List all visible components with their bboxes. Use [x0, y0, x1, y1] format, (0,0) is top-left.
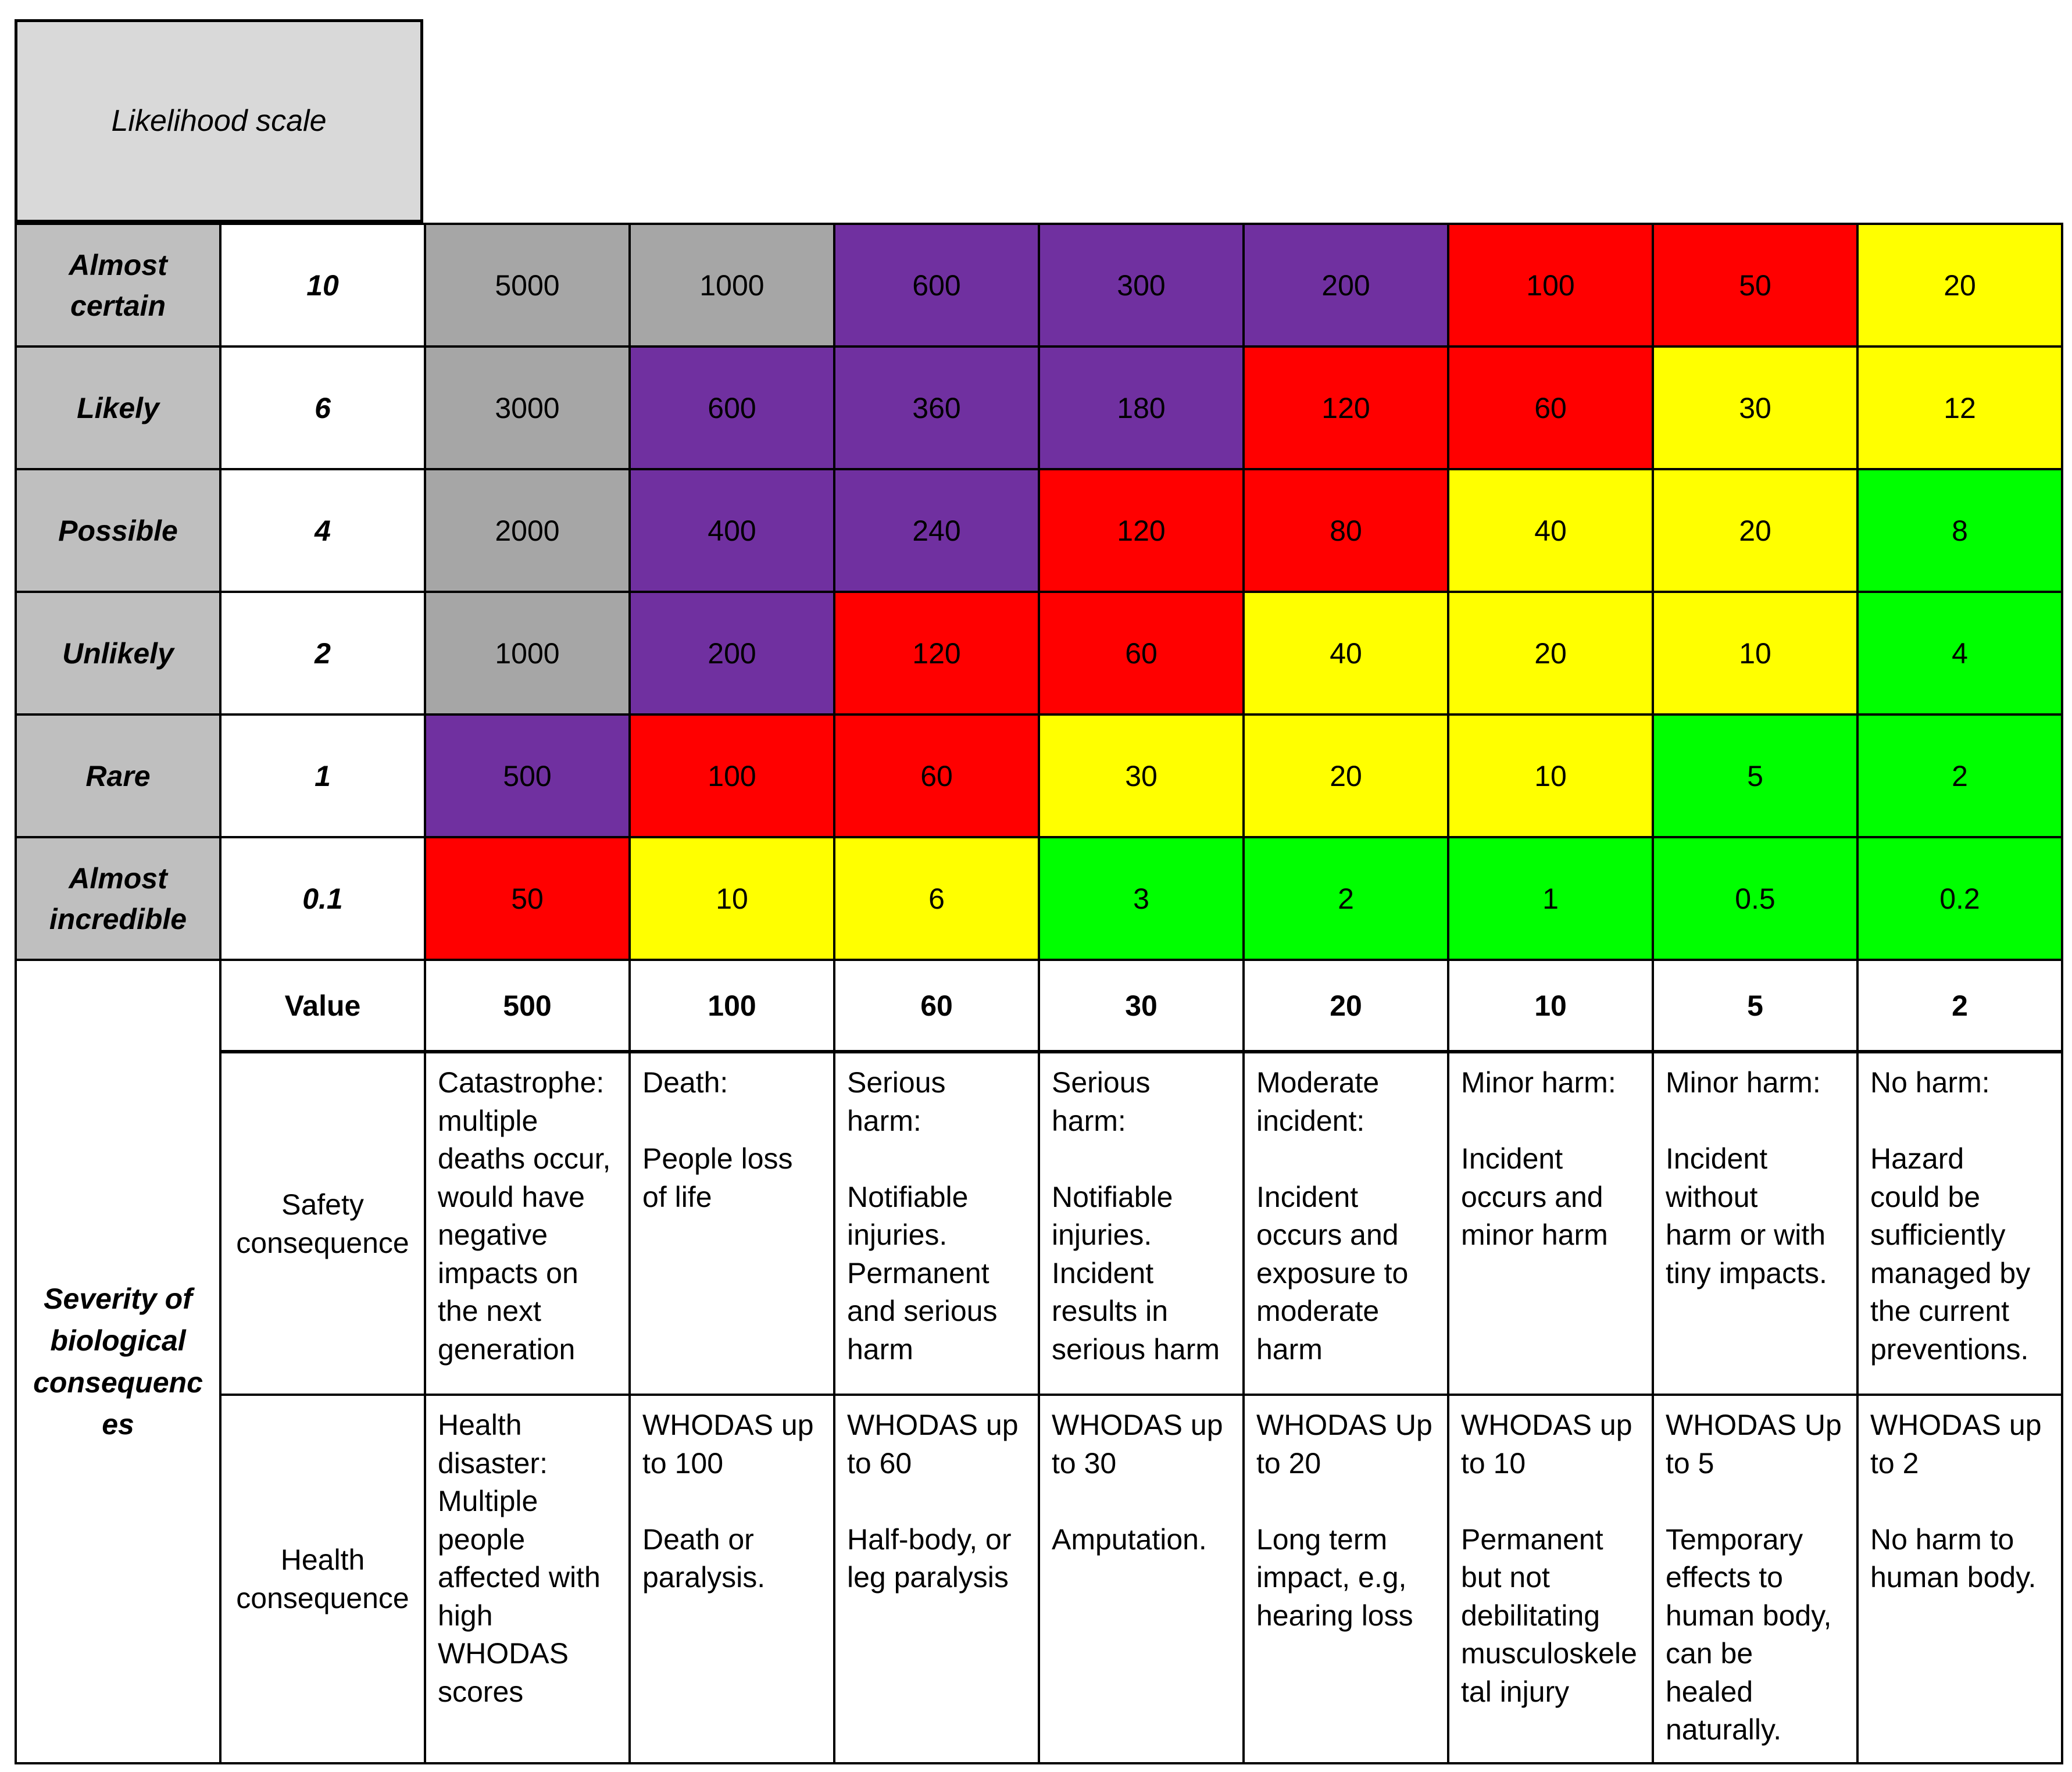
- severity-value: 10: [1448, 960, 1653, 1052]
- likelihood-label: Unlikely: [16, 592, 220, 714]
- risk-score-cell: 100: [1448, 224, 1653, 346]
- likelihood-value: 1: [220, 714, 425, 837]
- likelihood-value: 0.1: [220, 837, 425, 960]
- risk-score-cell: 40: [1244, 592, 1448, 714]
- health-consequence-label: Health consequence: [220, 1395, 425, 1763]
- health-description: WHODAS up to 100 Death or paralysis.: [630, 1395, 834, 1763]
- risk-score-cell: 3000: [425, 346, 630, 469]
- likelihood-row: [16, 837, 2062, 960]
- risk-score-cell: 240: [834, 469, 1039, 592]
- severity-value: 5: [1653, 960, 1857, 1052]
- likelihood-row: [16, 346, 2062, 469]
- health-description: WHODAS Up to 5 Temporary effects to human body, can be healed naturally.: [1653, 1395, 1857, 1763]
- likelihood-row: [16, 592, 2062, 714]
- safety-row: [16, 1052, 2062, 1395]
- likelihood-value: 10: [220, 224, 425, 346]
- risk-score-cell: 0.5: [1653, 837, 1857, 960]
- likelihood-label: Possible: [16, 469, 220, 592]
- risk-score-cell: 180: [1039, 346, 1244, 469]
- risk-score-cell: 1: [1448, 837, 1653, 960]
- risk-score-cell: 2: [1857, 714, 2062, 837]
- health-description: WHODAS up to 30 Amputation.: [1039, 1395, 1244, 1763]
- severity-label: Severity of biological consequenc es: [16, 960, 220, 1763]
- risk-score-cell: 400: [630, 469, 834, 592]
- safety-consequence-label: Safety consequence: [220, 1052, 425, 1395]
- risk-score-cell: 5000: [425, 224, 630, 346]
- health-description: WHODAS up to 10 Permanent but not debilitating musculoskele tal injury: [1448, 1395, 1653, 1763]
- safety-description: Minor harm: Incident without harm or with tiny impacts.: [1653, 1052, 1857, 1395]
- risk-score-cell: 80: [1244, 469, 1448, 592]
- value-row: [16, 960, 2062, 1052]
- risk-score-cell: 10: [1653, 592, 1857, 714]
- health-row: [16, 1395, 2062, 1763]
- safety-description: Death: People loss of life: [630, 1052, 834, 1395]
- risk-score-cell: 4: [1857, 592, 2062, 714]
- risk-score-cell: 0.2: [1857, 837, 2062, 960]
- risk-score-cell: 20: [1448, 592, 1653, 714]
- likelihood-value: 4: [220, 469, 425, 592]
- risk-score-cell: 20: [1244, 714, 1448, 837]
- likelihood-row: [16, 469, 2062, 592]
- safety-description: Serious harm: Notifiable injuries. Incident results in serious harm: [1039, 1052, 1244, 1395]
- risk-score-cell: 1000: [425, 592, 630, 714]
- risk-score-cell: 10: [1448, 714, 1653, 837]
- risk-score-cell: 60: [1448, 346, 1653, 469]
- risk-score-cell: 50: [425, 837, 630, 960]
- health-description: WHODAS up to 2 No harm to human body.: [1857, 1395, 2062, 1763]
- likelihood-label: Almost certain: [16, 224, 220, 346]
- risk-score-cell: 30: [1653, 346, 1857, 469]
- likelihood-row: [16, 714, 2062, 837]
- risk-score-cell: 600: [630, 346, 834, 469]
- risk-score-cell: 50: [1653, 224, 1857, 346]
- safety-description: No harm: Hazard could be sufficiently managed by the current preventions.: [1857, 1052, 2062, 1395]
- risk-score-cell: 500: [425, 714, 630, 837]
- risk-score-cell: 40: [1448, 469, 1653, 592]
- risk-score-cell: 120: [1039, 469, 1244, 592]
- likelihood-scale-title: Likelihood scale: [15, 19, 423, 223]
- safety-description: Catastrophe: multiple deaths occur, would have negative impacts on the next generation: [425, 1052, 630, 1395]
- value-label: Value: [220, 960, 425, 1052]
- risk-score-cell: 200: [630, 592, 834, 714]
- risk-matrix-table: [15, 223, 2063, 1764]
- health-description: Health disaster: Multiple people affected with high WHODAS scores: [425, 1395, 630, 1763]
- risk-score-cell: 360: [834, 346, 1039, 469]
- safety-description: Serious harm: Notifiable injuries. Permanent and serious harm: [834, 1052, 1039, 1395]
- severity-value: 60: [834, 960, 1039, 1052]
- risk-score-cell: 30: [1039, 714, 1244, 837]
- risk-score-cell: 60: [1039, 592, 1244, 714]
- likelihood-rows: [16, 224, 2062, 960]
- risk-score-cell: 3: [1039, 837, 1244, 960]
- risk-score-cell: 1000: [630, 224, 834, 346]
- severity-value: 100: [630, 960, 834, 1052]
- health-description: WHODAS Up to 20 Long term impact, e.g, hearing loss: [1244, 1395, 1448, 1763]
- likelihood-value: 6: [220, 346, 425, 469]
- risk-score-cell: 10: [630, 837, 834, 960]
- likelihood-label: Likely: [16, 346, 220, 469]
- severity-value: 500: [425, 960, 630, 1052]
- likelihood-row: [16, 224, 2062, 346]
- severity-section: [16, 960, 2062, 1763]
- risk-score-cell: 2: [1244, 837, 1448, 960]
- risk-score-cell: 20: [1653, 469, 1857, 592]
- risk-score-cell: 2000: [425, 469, 630, 592]
- health-description: WHODAS up to 60 Half-body, or leg paralysis: [834, 1395, 1039, 1763]
- risk-score-cell: 300: [1039, 224, 1244, 346]
- safety-description: Minor harm: Incident occurs and minor harm: [1448, 1052, 1653, 1395]
- risk-score-cell: 12: [1857, 346, 2062, 469]
- safety-description: Moderate incident: Incident occurs and exposure to moderate harm: [1244, 1052, 1448, 1395]
- risk-score-cell: 200: [1244, 224, 1448, 346]
- likelihood-label: Rare: [16, 714, 220, 837]
- risk-score-cell: 120: [834, 592, 1039, 714]
- risk-score-cell: 6: [834, 837, 1039, 960]
- likelihood-value: 2: [220, 592, 425, 714]
- risk-score-cell: 60: [834, 714, 1039, 837]
- risk-score-cell: 20: [1857, 224, 2062, 346]
- severity-value: 20: [1244, 960, 1448, 1052]
- risk-score-cell: 100: [630, 714, 834, 837]
- severity-value: 30: [1039, 960, 1244, 1052]
- likelihood-label: Almost incredible: [16, 837, 220, 960]
- risk-score-cell: 8: [1857, 469, 2062, 592]
- risk-score-cell: 120: [1244, 346, 1448, 469]
- risk-score-cell: 600: [834, 224, 1039, 346]
- severity-value: 2: [1857, 960, 2062, 1052]
- risk-score-cell: 5: [1653, 714, 1857, 837]
